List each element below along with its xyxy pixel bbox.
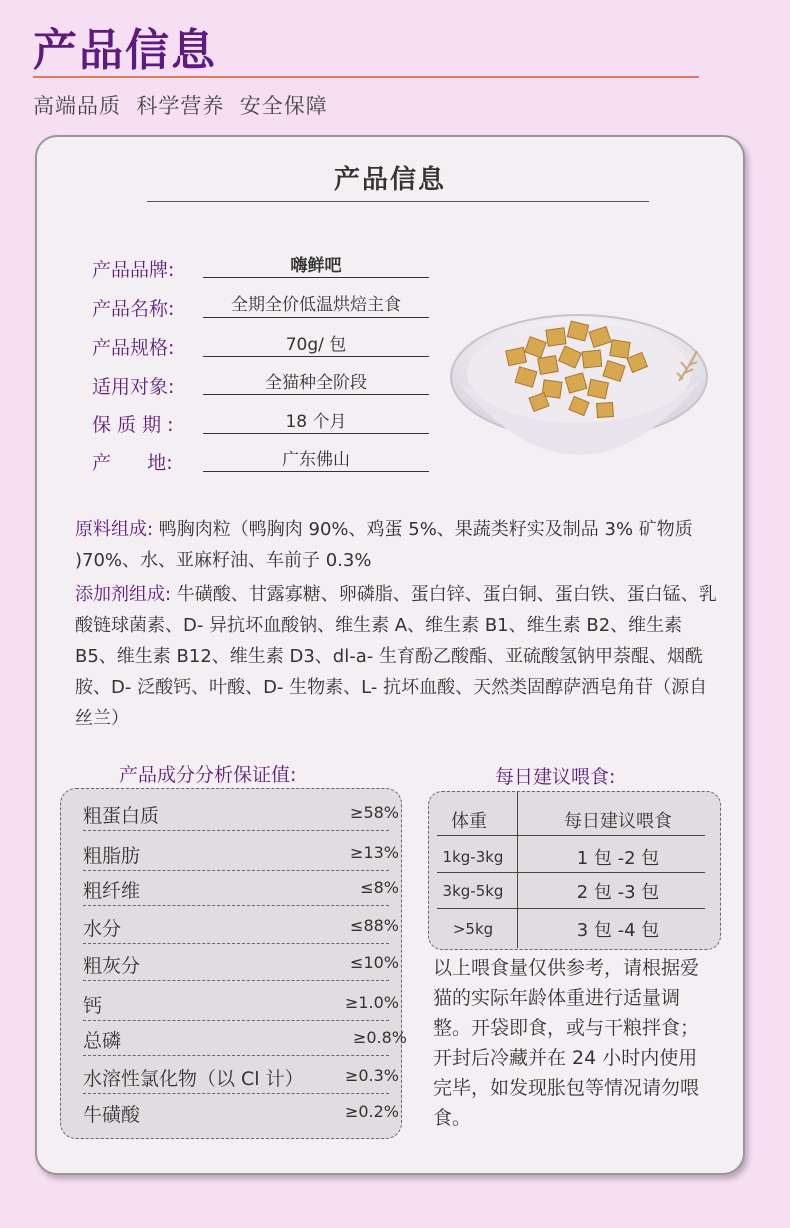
card-title-divider xyxy=(147,201,649,202)
feeding-note: 以上喂食量仅供参考，请根据爱猫的实际年龄体重进行适量调整。开袋即食，或与干粮拌食；开封后冷藏并在 24 小时内使用完毕，如发现胀包等情况请勿喂食。 xyxy=(433,957,700,1129)
analysis-value: ≤10% xyxy=(350,953,399,972)
tagline: 高端品质 科学营养 安全保障 xyxy=(33,94,328,118)
ingredients-label: 原料组成: xyxy=(75,519,154,540)
row-divider xyxy=(437,908,705,909)
additives-block xyxy=(75,579,725,734)
origin-label: 产 地: xyxy=(92,452,173,474)
additives-text: 牛磺酸、甘露寡糖、卵磷脂、蛋白锌、蛋白铜、蛋白铁、蛋白锰、乳酸链球菌素、D- 异抗坏血酸钠、维生素 A、维生素 B1、维生素 B2、维生素 B5、维生素 B12、维生素 D3、dl-a- 生育酚乙酸酯、亚硫酸氢钠甲萘醌、烟酰胺、D- 泛酸钙、叶酸、D- 生物素、L- 抗坏血酸、天然类固醇萨洒皂角苷（源自丝兰） xyxy=(75,584,717,729)
title-divider xyxy=(33,76,699,78)
row-divider xyxy=(83,830,389,831)
analysis-name: 水分 xyxy=(83,918,122,940)
shelf-life-value: 18 个月 xyxy=(285,412,347,432)
row-divider xyxy=(437,872,705,873)
table-row xyxy=(83,945,411,981)
analysis-table xyxy=(60,788,407,1139)
analysis-name: 总磷 xyxy=(83,1030,122,1052)
row-divider xyxy=(83,905,389,906)
analysis-value: ≥58% xyxy=(350,803,399,822)
weight-header: 体重 xyxy=(451,811,487,832)
origin-value: 广东佛山 xyxy=(282,450,350,470)
analysis-name: 粗灰分 xyxy=(83,955,141,977)
shelf-life-underline xyxy=(203,433,429,434)
ingredients-text: 鸭胸肉粒（鸭胸肉 90%、鸡蛋 5%、果蔬类籽实及制品 3% 矿物质 )70%、水、亚麻籽油、车前子 0.3% xyxy=(75,519,693,571)
feeding-table xyxy=(428,791,721,950)
row-divider xyxy=(437,835,705,836)
page-title: 产品信息 xyxy=(33,25,217,76)
amount-cell: 3 包 -4 包 xyxy=(576,920,660,941)
brand-underline xyxy=(203,277,429,278)
analysis-value: ≥0.2% xyxy=(344,1102,399,1121)
amount-header: 每日建议喂食 xyxy=(564,811,672,832)
analysis-heading: 产品成分分析保证值: xyxy=(119,764,297,786)
target-underline xyxy=(203,394,429,395)
table-row xyxy=(83,908,411,944)
amount-cell: 2 包 -3 包 xyxy=(576,882,660,903)
weight-cell: 1kg-3kg xyxy=(442,848,504,866)
table-row xyxy=(83,870,411,906)
analysis-value: ≤8% xyxy=(360,878,399,897)
target-label: 适用对象: xyxy=(92,376,175,398)
product-bowl-image xyxy=(447,299,711,471)
analysis-name: 水溶性氯化物（以 Cl 计） xyxy=(83,1068,304,1090)
table-row xyxy=(83,795,411,831)
analysis-value: ≥13% xyxy=(350,843,399,862)
table-row xyxy=(83,1094,411,1130)
spec-value: 70g/ 包 xyxy=(285,335,347,355)
brand-label: 产品品牌: xyxy=(92,259,175,281)
analysis-value: ≥0.3% xyxy=(344,1066,399,1085)
ingredients-block xyxy=(75,514,725,576)
analysis-value: ≤88% xyxy=(350,916,399,935)
table-row xyxy=(83,1058,411,1094)
analysis-name: 粗蛋白质 xyxy=(83,805,160,827)
spec-underline xyxy=(203,356,429,357)
name-value: 全期全价低温烘焙主食 xyxy=(231,295,401,315)
amount-cell: 1 包 -2 包 xyxy=(576,848,660,869)
brand-value: 嗨鲜吧 xyxy=(290,256,342,276)
table-row xyxy=(83,985,411,1021)
product-info-card xyxy=(35,135,745,1175)
spec-label: 产品规格: xyxy=(92,337,175,359)
analysis-name: 粗脂肪 xyxy=(83,845,141,867)
analysis-name: 牛磺酸 xyxy=(83,1104,141,1126)
card-title: 产品信息 xyxy=(333,165,446,195)
shelf-life-label: 保 质 期 : xyxy=(92,414,174,436)
table-row xyxy=(83,1020,411,1056)
weight-cell: 3kg-5kg xyxy=(442,882,504,900)
weight-cell: >5kg xyxy=(452,920,494,938)
analysis-value: ≥1.0% xyxy=(344,993,399,1012)
target-value: 全猫种全阶段 xyxy=(265,373,367,393)
name-label: 产品名称: xyxy=(92,298,175,320)
analysis-name: 钙 xyxy=(83,995,103,1017)
feeding-heading: 每日建议喂食: xyxy=(495,766,616,788)
row-divider xyxy=(83,980,389,981)
column-divider xyxy=(517,792,518,948)
origin-underline xyxy=(203,471,429,472)
additives-label: 添加剂组成: xyxy=(75,584,172,605)
analysis-name: 粗纤维 xyxy=(83,880,141,902)
name-underline xyxy=(203,317,429,318)
table-row xyxy=(83,835,411,871)
row-divider xyxy=(83,943,389,944)
row-divider xyxy=(83,1055,389,1056)
analysis-value: ≥0.8% xyxy=(352,1028,407,1047)
